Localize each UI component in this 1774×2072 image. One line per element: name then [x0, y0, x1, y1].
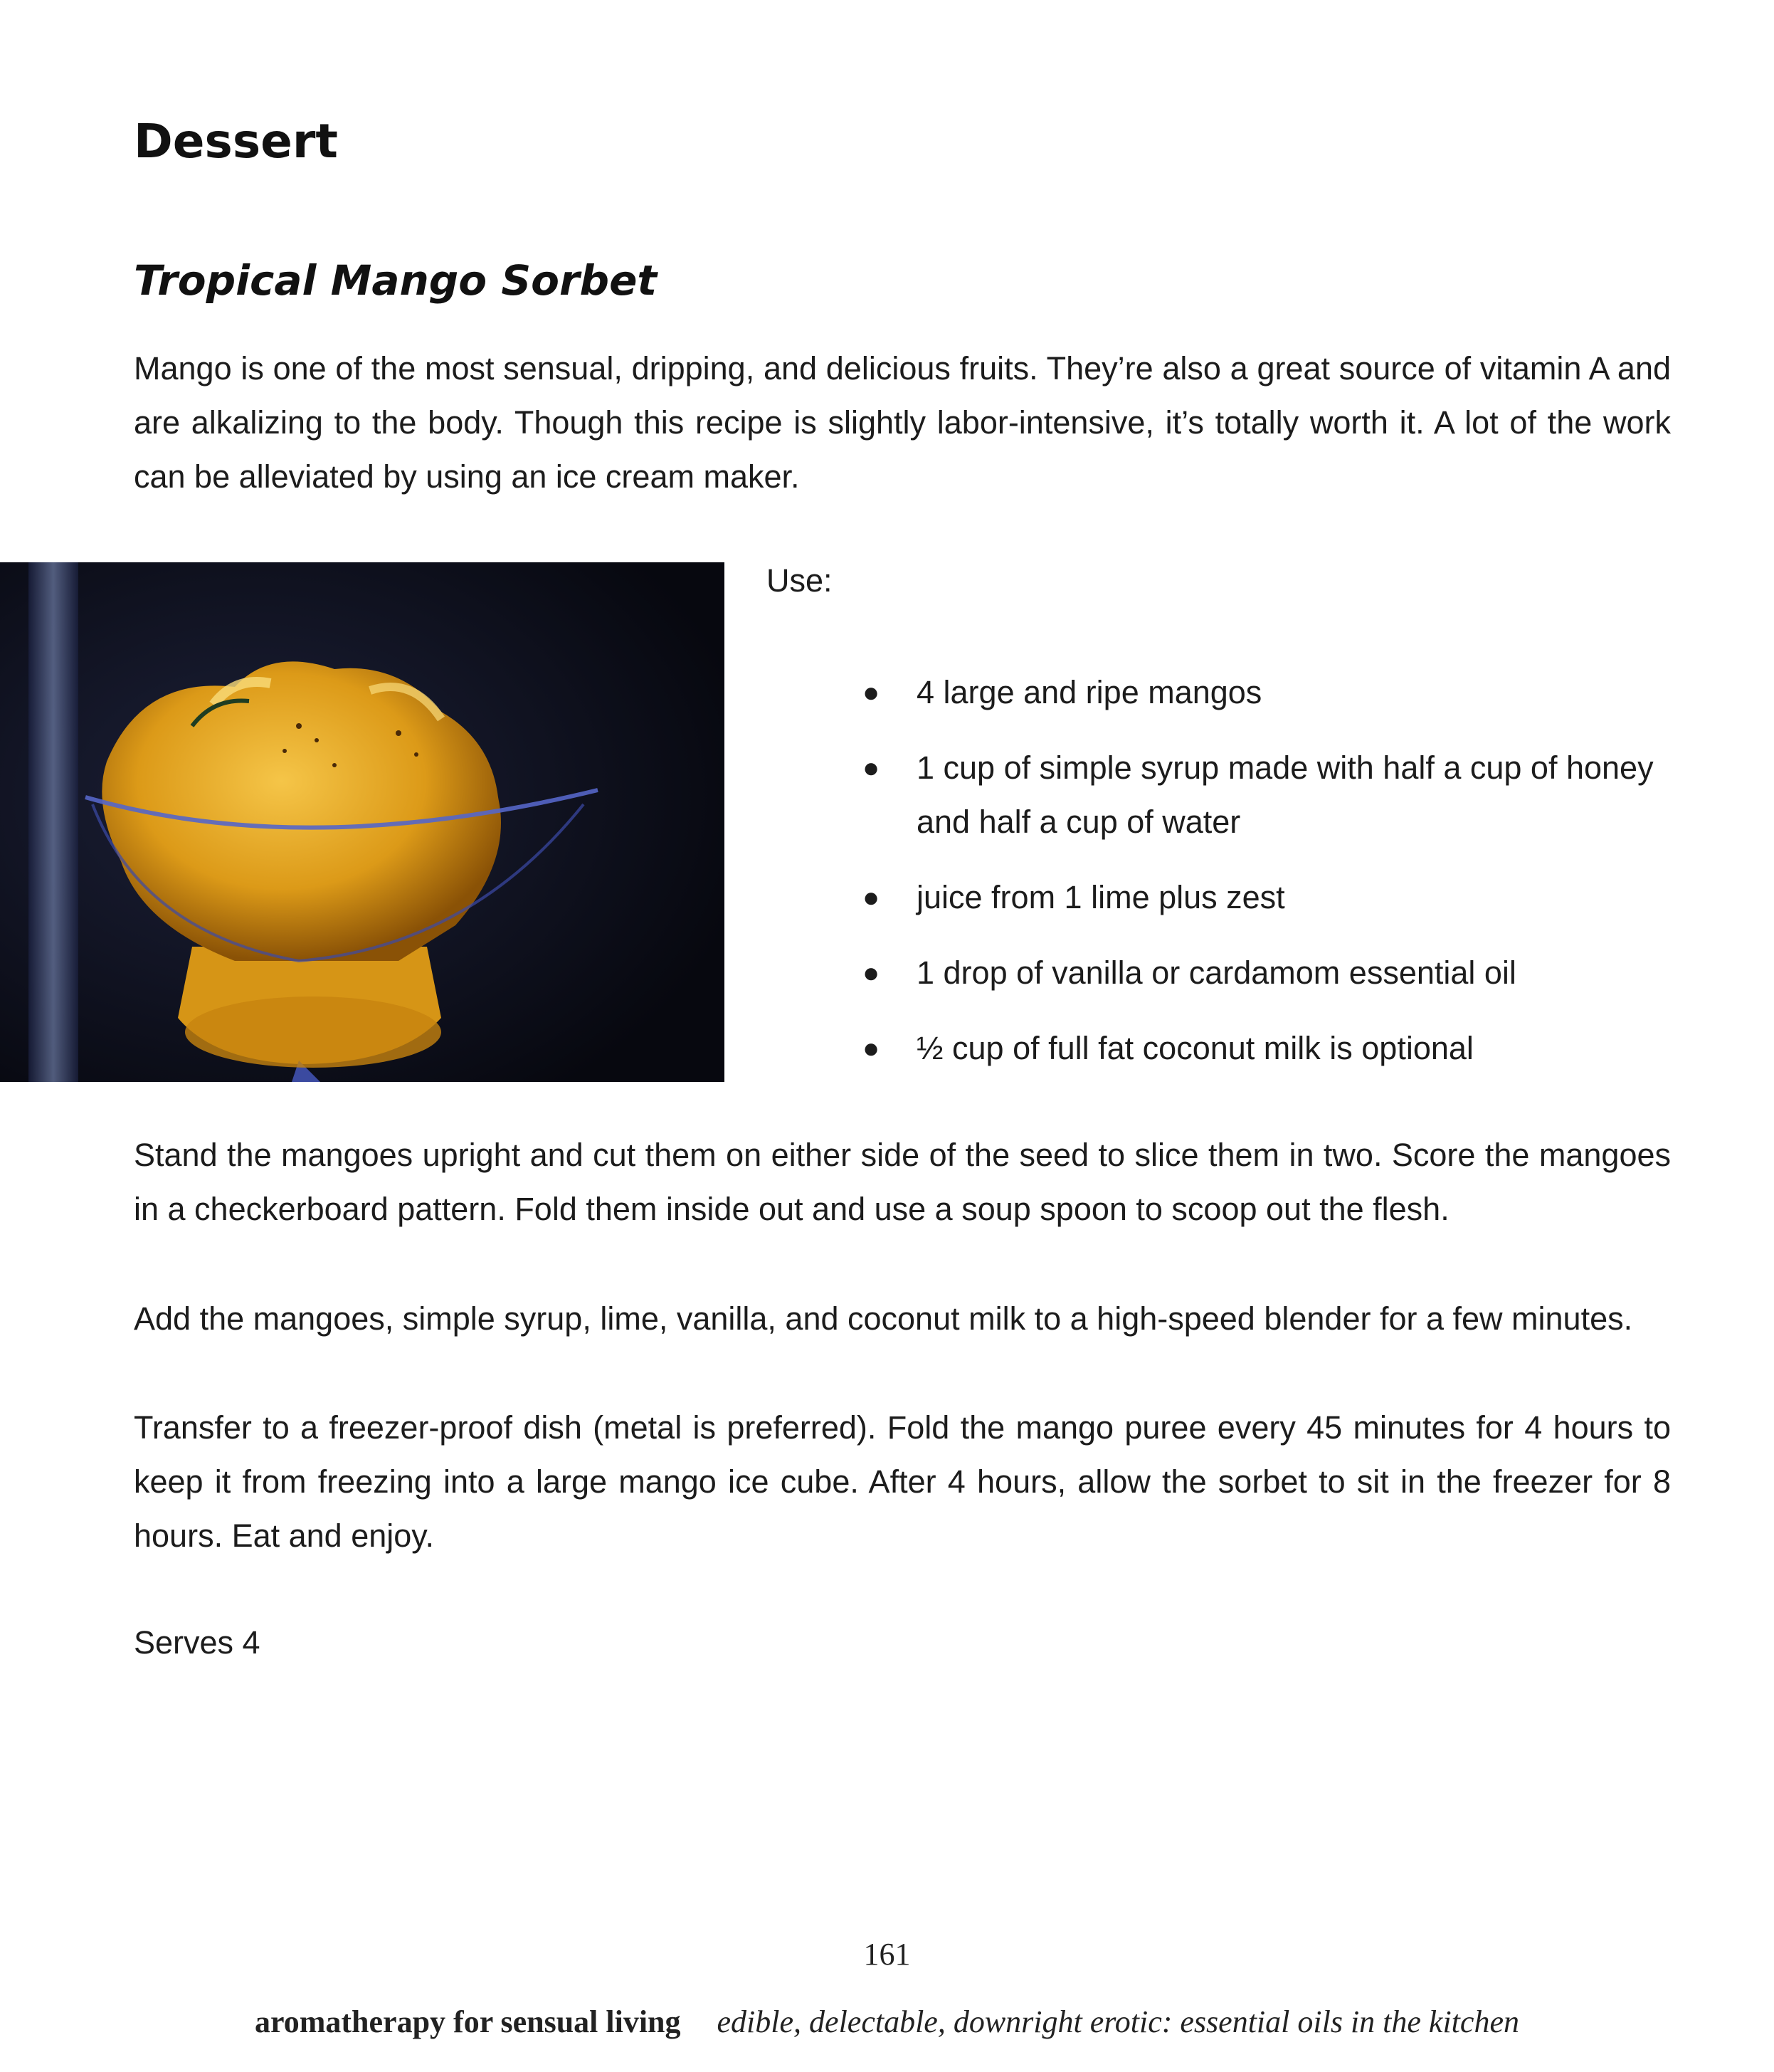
ingredient-item [854, 741, 1672, 849]
chapter-title: edible, delectable, downright erotic: essential oils in the kitchen [717, 2004, 1519, 2039]
ingredient-item [854, 1021, 1672, 1076]
use-label: Use: [766, 562, 833, 599]
ingredient-text: 1 cup of simple syrup made with half a cup of honey and half a cup of water [917, 750, 1654, 840]
section-title: Dessert [134, 114, 338, 169]
serves-note: Serves 4 [134, 1624, 260, 1661]
ingredients-list [854, 666, 1672, 1097]
ingredient-item [854, 666, 1672, 720]
ingredient-text: 4 large and ripe mangos [917, 674, 1262, 710]
recipe-step: Transfer to a freezer-proof dish (metal is preferred). Fold the mango puree every 45 minutes for 4 hours to keep it from freezing into a large mango ice cube. After 4 hours, allow the sorbet to sit in the freezer for 8 hours. Eat and enjoy. [134, 1409, 1671, 1554]
page-number: 161 [863, 1937, 911, 1972]
recipe-intro: Mango is one of the most sensual, dripping, and delicious fruits. They’re also a great source of vitamin A and are alkalizing to the body. Though this recipe is slightly labor-intensive, it’s totally worth it. A lot of the work can be alleviated by using an ice cream maker. [134, 350, 1671, 495]
bullet-icon: ● [862, 752, 880, 784]
ingredient-text: juice from 1 lime plus zest [917, 879, 1285, 915]
bullet-icon: ● [862, 677, 880, 708]
ingredient-item [854, 871, 1672, 925]
ingredient-text: ½ cup of full fat coconut milk is optional [917, 1030, 1474, 1066]
running-footer [0, 2004, 1774, 2040]
book-title: aromatherapy for sensual living [255, 2004, 681, 2039]
ingredient-text: 1 drop of vanilla or cardamom essential oil [917, 955, 1516, 991]
bullet-icon: ● [862, 882, 880, 913]
recipe-title: Tropical Mango Sorbet [134, 256, 658, 305]
recipe-step: Add the mangoes, simple syrup, lime, vanilla, and coconut milk to a high-speed blender for a few minutes. [134, 1300, 1633, 1337]
bullet-icon: ● [862, 957, 880, 989]
recipe-step: Stand the mangoes upright and cut them on either side of the seed to slice them in two. Score the mangoes in a checkerboard pattern. Fold them inside out and use a soup spoon to scoop out the flesh. [134, 1137, 1671, 1227]
sorbet-illustration [0, 562, 724, 1082]
mango-sorbet-photo [0, 562, 724, 1082]
ingredient-item [854, 946, 1672, 1000]
bullet-icon: ● [862, 1033, 880, 1064]
